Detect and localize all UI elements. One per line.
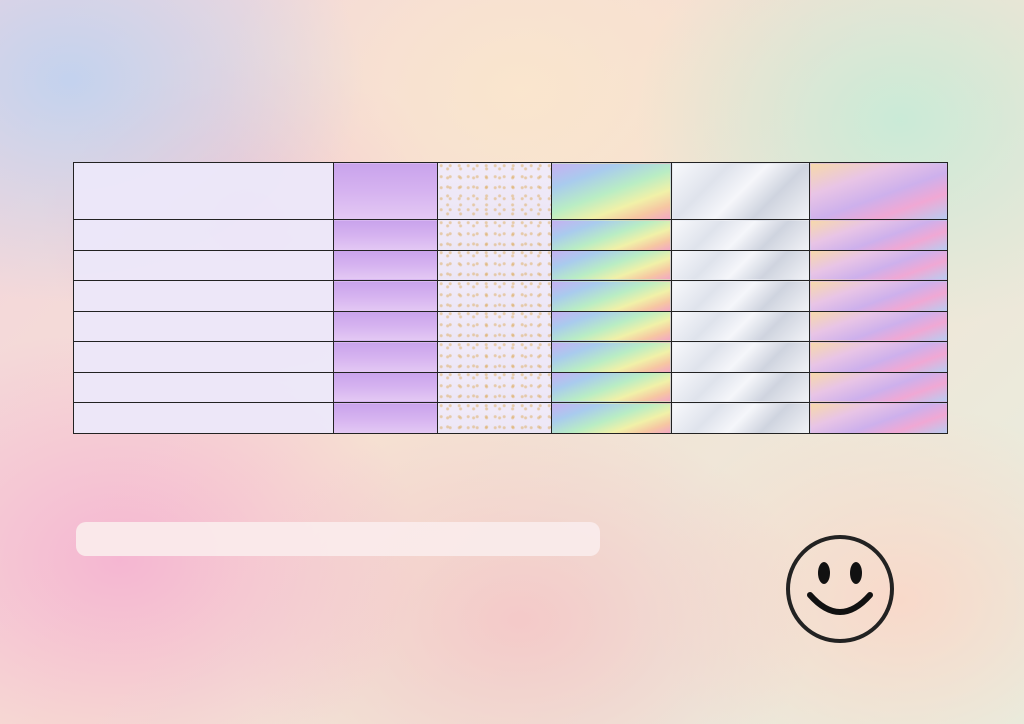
- row-label: [74, 342, 334, 373]
- deadline-note: [105, 642, 570, 682]
- cell-rainbow: [551, 250, 671, 281]
- cell-glitter: [438, 372, 551, 403]
- cell-holographic: [810, 281, 948, 312]
- cell-diamond: [672, 250, 810, 281]
- contact-email-banner: [76, 522, 600, 556]
- cell-rainbow: [551, 311, 671, 342]
- row-label: [74, 311, 334, 342]
- cell-purple: [333, 342, 437, 373]
- smiley-mouth: [810, 595, 870, 612]
- smiley-outline: [788, 537, 892, 641]
- tier-header-holographic: [810, 163, 948, 220]
- cell-purple: [333, 281, 437, 312]
- cell-purple: [333, 372, 437, 403]
- row-label: [74, 281, 334, 312]
- cell-diamond: [672, 220, 810, 251]
- cell-purple: [333, 250, 437, 281]
- cell-rainbow: [551, 342, 671, 373]
- cell-glitter: [438, 403, 551, 434]
- tier-header-diamond: [672, 163, 810, 220]
- cell-glitter: [438, 220, 551, 251]
- cell-holographic: [810, 311, 948, 342]
- tier-header-rainbow: [551, 163, 671, 220]
- table-row: [74, 342, 948, 373]
- cell-holographic: [810, 403, 948, 434]
- cell-rainbow: [551, 403, 671, 434]
- table-row: [74, 403, 948, 434]
- benefits-note: [105, 580, 570, 620]
- cell-holographic: [810, 372, 948, 403]
- cell-holographic: [810, 220, 948, 251]
- cell-diamond: [672, 311, 810, 342]
- cell-purple: [333, 220, 437, 251]
- recognition-header: [74, 163, 334, 220]
- cell-diamond: [672, 342, 810, 373]
- have-a-gay-day-logo: [756, 503, 924, 671]
- cell-glitter: [438, 311, 551, 342]
- row-label: [74, 250, 334, 281]
- row-label: [74, 403, 334, 434]
- cell-rainbow: [551, 372, 671, 403]
- cell-holographic: [810, 342, 948, 373]
- cell-rainbow: [551, 220, 671, 251]
- table-header-row: [74, 163, 948, 220]
- sponsorship-table: [73, 162, 948, 434]
- cell-glitter: [438, 281, 551, 312]
- table-row: [74, 250, 948, 281]
- cell-glitter: [438, 342, 551, 373]
- cell-holographic: [810, 250, 948, 281]
- row-label: [74, 220, 334, 251]
- cell-glitter: [438, 250, 551, 281]
- cell-diamond: [672, 372, 810, 403]
- smiley-left-eye: [818, 562, 830, 584]
- tier-header-glitter: [438, 163, 551, 220]
- table-row: [74, 220, 948, 251]
- row-label: [74, 372, 334, 403]
- tier-header-purple: [333, 163, 437, 220]
- table-row: [74, 281, 948, 312]
- cell-purple: [333, 311, 437, 342]
- cell-purple: [333, 403, 437, 434]
- smiley-right-eye: [850, 562, 862, 584]
- table-row: [74, 311, 948, 342]
- cell-rainbow: [551, 281, 671, 312]
- cell-diamond: [672, 281, 810, 312]
- cell-diamond: [672, 403, 810, 434]
- table-row: [74, 372, 948, 403]
